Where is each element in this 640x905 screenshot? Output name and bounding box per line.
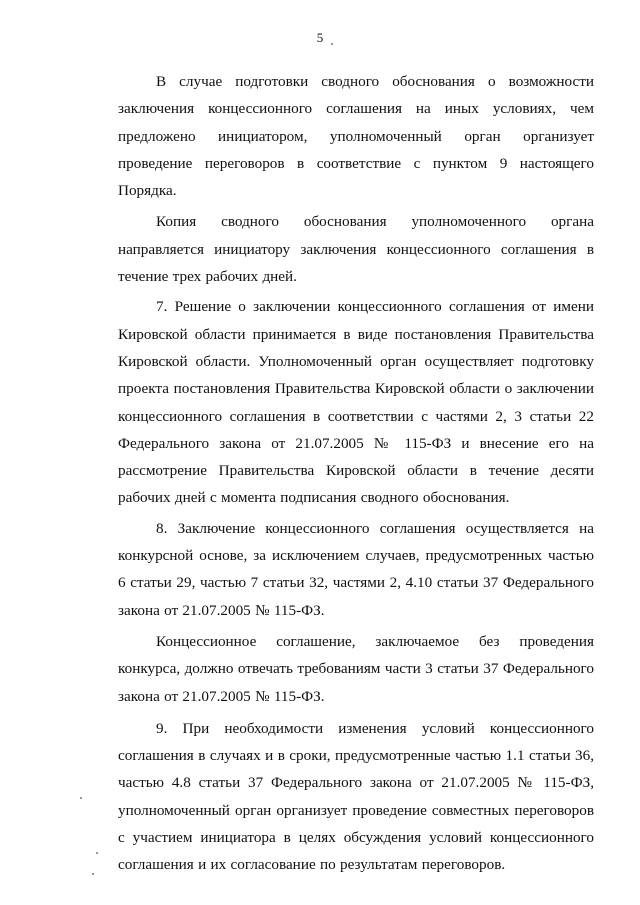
paragraph-no-tender: Концессионное соглашение, заключаемое без проведения конкурса, должно отвечать требованиям части 3 статьи 37 Федерального закона от 21.07.2005 № 115-ФЗ. (118, 632, 594, 705)
paragraph-summary-negotiations: В случае подготовки сводного обоснования о возможности заключения концессионного соглашения на иных условиях, чем предложено инициатором, уполномоченный орган организует проведение переговоров в соответствие с пунктом 9 настоящего Порядка. (118, 73, 594, 200)
paragraph-item-8: 8. Заключение концессионного соглашения осуществляется на конкурсной основе, за исключением случаев, предусмотренных частью 6 статьи 29, частью 7 статьи 32, частями 2, 4.10 статьи 37 Федерального закона от 21.07.2005 № 115-ФЗ. (118, 519, 594, 619)
paragraph-item-9: 9. При необходимости изменения условий концессионного соглашения в случаях и в сроки, предусмотренные частью 1.1 статьи 36, частью 4.8 статьи 37 Федерального закона от 21.07.2005 № 115-ФЗ, уполномоченный орган организует проведение совместных переговоров с участием инициатора в целях обсуждения условий концессионного соглашения и их согласование по результатам переговоров. (118, 719, 594, 874)
document-body (118, 68, 594, 879)
paragraph-summary-copy: Копия сводного обоснования уполномоченного органа направляется инициатору заключения концессионного соглашения в течение трех рабочих дней. (118, 213, 594, 286)
scan-speck (92, 873, 94, 875)
scan-speck (80, 797, 82, 799)
paragraph-item-7: 7. Решение о заключении концессионного соглашения от имени Кировской области принимается в виде постановления Правительства Кировской области. Уполномоченный орган осуществляет подготовку проекта постановления Правительства Кировской области о заключении концессионного соглашения в соответствии с частями 2, 3 статьи 22 Федерального закона от 21.07.2005 № 115-ФЗ и внесение его на рассмотрение Правительства Кировской области в течение десяти рабочих дней с момента подписания сводного обоснования. (118, 298, 594, 507)
scan-speck (96, 852, 98, 854)
page-number: 5 (316, 30, 324, 45)
scan-speck (331, 43, 333, 45)
